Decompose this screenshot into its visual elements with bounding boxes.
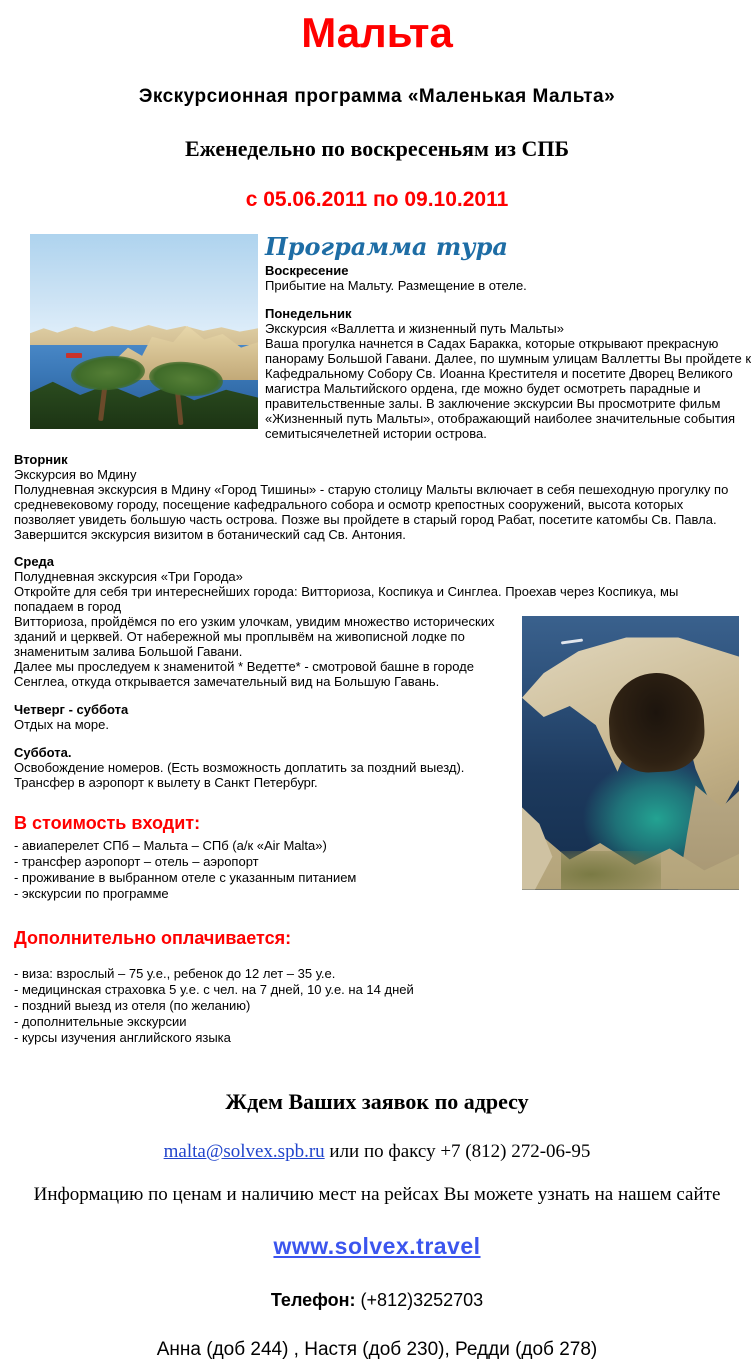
day-text: Освобождение номеров. (Есть возможность доплатить за поздний выезд). Трансфер в аэропорт к вылету в Санкт Петербург.	[14, 759, 465, 790]
program-column	[265, 234, 751, 440]
fax-text: или по факсу +7 (812) 272-06-95	[324, 1140, 591, 1162]
phone-label: Телефон:	[270, 1289, 356, 1310]
day-monday	[265, 306, 751, 441]
phone-line	[0, 1290, 754, 1311]
list-item: - виза: взрослый – 75 у.е., ребенок до 12 лет – 35 у.е.	[14, 965, 336, 981]
day-text: Прибытие на Мальту. Размещение в отеле.	[265, 277, 527, 293]
program-top-row	[30, 234, 754, 440]
day-title: Воскресение	[265, 262, 349, 278]
schedule-line: Еженедельно по воскресеньям из СПБ	[185, 136, 569, 162]
day-title: Среда	[14, 553, 55, 569]
photo-boat	[66, 353, 82, 358]
blue-grotto-photo	[522, 616, 739, 890]
date-range: с 05.06.2011 по 09.10.2011	[245, 188, 509, 212]
day-subtitle: Полудневная экскурсия «Три Города»	[14, 568, 243, 584]
photo-grass	[561, 851, 661, 889]
day-subtitle: Экскурсия во Мдину	[14, 466, 137, 482]
contacts-line: Анна (доб 244) , Настя (доб 230), Редди (доб 278)	[156, 1338, 598, 1360]
list-item: - экскурсии по программе	[14, 885, 169, 901]
day-sunday	[265, 263, 751, 293]
website-link[interactable]: www.solvex.travel	[273, 1232, 481, 1259]
day-text: Ваша прогулка начнется в Садах Баракка, которые открывают прекрасную панораму Большой Гавани. Далее, по шумным улицам Валлетты Вы пройдете к Кафедральному Собору Св. Иоанна Крестителя и посетите Дворец Великого магистра Мальтийского ордена, где можно будет осмотреть парадные и правительственные залы. В заключение экскурсии Вы просмотрите фильм «Жизненный путь Мальты», отображающий наиболее значительные события семитысячелетней истории острова.	[265, 335, 752, 441]
email-link[interactable]: malta@solvex.spb.ru	[163, 1140, 325, 1162]
extra-list	[14, 966, 746, 1045]
malta-tour-flyer	[0, 9, 754, 1360]
day-text: Далее мы проследуем к знаменитой * Ведетте* - смотровой башне в городе Сенглеа, откуда открывается замечательный вид на Большую Гавань.	[14, 658, 474, 689]
photo-sky	[30, 234, 258, 335]
day-text: Полудневная экскурсия в Мдину «Город Тишины» - старую столицу Мальты включает в себя пешеходную прогулку по средневековому городу, посещение кафедрального собора и осмотр крепостных сооружений, высота которых позволяет увидеть большую часть острова. Позже вы пройдете в старый город Рабат, посетите катомбы Св. Павла. Завершится экскурсия визитом в ботанический сад Св. Антония.	[14, 481, 729, 542]
day-text: Откройте для себя три интереснейших города: Витториоза, Коспикуа и Синглеа. Проехав через Коспикуа, мы попадаем в город	[14, 583, 679, 614]
list-item: - авиаперелет СПб – Мальта – СПб (а/к «Air Malta»)	[14, 837, 327, 853]
list-item: - проживание в выбранном отеле с указанным питанием	[14, 869, 357, 885]
day-text: Отдых на море.	[14, 716, 109, 732]
day-title: Четверг - суббота	[14, 701, 129, 717]
phone-number: (+812)3252703	[360, 1289, 484, 1310]
list-item: - поздний выезд из отеля (по желанию)	[14, 997, 251, 1013]
malta-harbour-photo	[30, 234, 258, 429]
site-line	[0, 1233, 754, 1260]
mid-section	[14, 554, 739, 901]
day-text: Витториоза, пройдёмся по его узким улочкам, увидим множество исторических зданий и церквей. От набережной мы проплывём на живописной лодке по знаменитым залива Большой Гавани.	[14, 613, 495, 659]
extra-heading: Дополнительно оплачивается:	[14, 927, 292, 948]
day-subtitle: Экскурсия «Валлетта и жизненный путь Мальты»	[265, 320, 564, 336]
day-title: Суббота.	[14, 744, 72, 760]
program-heading: Программа тура	[265, 232, 508, 262]
program-subtitle: Экскурсионная программа «Маленькая Мальта»	[138, 86, 616, 108]
day-tuesday	[14, 452, 746, 542]
info-line: Информацию по ценам и наличию мест на рейсах Вы можете узнать на нашем сайте	[33, 1183, 721, 1205]
page-title: Мальта	[301, 9, 453, 56]
list-item: - медицинская страховка 5 у.е. с чел. на 7 дней, 10 у.е. на 14 дней	[14, 981, 414, 997]
list-item: - трансфер аэропорт – отель – аэропорт	[14, 853, 259, 869]
list-item: - курсы изучения английского языка	[14, 1029, 231, 1045]
request-heading: Ждем Ваших заявок по адресу	[225, 1088, 529, 1114]
included-heading: В стоимость входит:	[14, 812, 201, 833]
email-line	[0, 1141, 754, 1163]
extra-section	[14, 927, 746, 1045]
day-title: Понедельник	[265, 305, 352, 321]
day-title: Вторник	[14, 451, 68, 467]
list-item: - дополнительные экскурсии	[14, 1013, 187, 1029]
